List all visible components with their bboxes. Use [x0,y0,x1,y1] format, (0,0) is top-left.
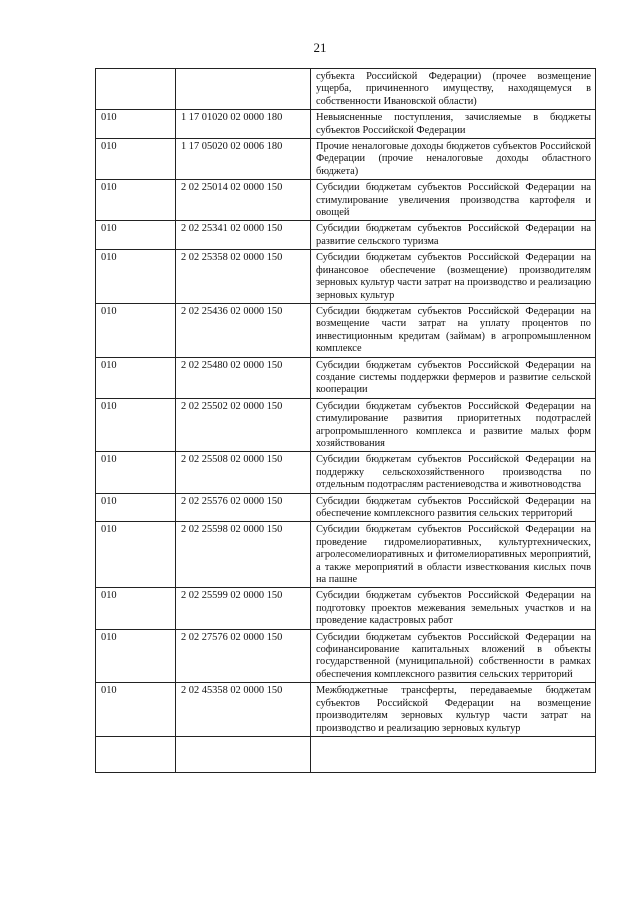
budget-code-cell: 2 02 45358 02 0000 150 [176,683,311,737]
admin-code-cell: 010 [96,398,176,452]
budget-code-cell: 2 02 25502 02 0000 150 [176,398,311,452]
admin-code-cell [96,69,176,110]
description-cell: Субсидии бюджетам субъектов Российской Федерации на стимулирование увеличения производства картофеля и овощей [311,180,596,221]
description-cell: Субсидии бюджетам субъектов Российской Федерации на софинансирование капитальных вложений в объекты государственной (муниципальной) собственности в рамках обеспечения комплексного развития сельских территорий [311,629,596,683]
table-row [96,180,596,221]
table-row [96,629,596,683]
table-row [96,683,596,737]
description-cell: Субсидии бюджетам субъектов Российской Федерации на возмещение части затрат на уплату процентов по инвестиционным кредитам (займам) в агропромышленном комплексе [311,303,596,357]
table-row [96,303,596,357]
budget-revenue-table [95,68,596,773]
admin-code-cell: 010 [96,522,176,588]
admin-code-cell: 010 [96,250,176,304]
admin-code-cell: 010 [96,221,176,250]
table-row [96,357,596,398]
admin-code-cell: 010 [96,683,176,737]
budget-code-cell: 2 02 25014 02 0000 150 [176,180,311,221]
admin-code-cell: 010 [96,588,176,629]
table-row [96,69,596,110]
admin-code-cell: 010 [96,139,176,180]
table-row [96,522,596,588]
description-cell: Прочие неналоговые доходы бюджетов субъектов Российской Федерации (прочие неналоговые доходы областного бюджета) [311,139,596,180]
page-number: 21 [313,40,327,55]
budget-code-cell: 1 17 05020 02 0006 180 [176,139,311,180]
table-row [96,452,596,493]
description-cell: субъекта Российской Федерации) (прочее возмещение ущерба, причиненного имуществу, находящемуся в собственности Ивановской области) [311,69,596,110]
empty-cell [96,736,176,772]
table-row [96,493,596,522]
empty-cell [176,736,311,772]
description-cell: Субсидии бюджетам субъектов Российской Федерации на проведение гидромелиоративных, культуртехнических, агролесомелиоративных и фитомелиоративных мероприятий, а также мероприятий в области известкования кислых почв на пашне [311,522,596,588]
table-row-blank [96,736,596,772]
admin-code-cell: 010 [96,629,176,683]
budget-code-cell [176,69,311,110]
table-row [96,221,596,250]
budget-code-cell: 2 02 25599 02 0000 150 [176,588,311,629]
budget-code-cell: 2 02 25358 02 0000 150 [176,250,311,304]
admin-code-cell: 010 [96,180,176,221]
description-cell: Невыясненные поступления, зачисляемые в бюджеты субъектов Российской Федерации [311,110,596,139]
admin-code-cell: 010 [96,110,176,139]
budget-code-cell: 2 02 25480 02 0000 150 [176,357,311,398]
budget-code-cell: 2 02 25341 02 0000 150 [176,221,311,250]
description-cell: Субсидии бюджетам субъектов Российской Федерации на финансовое обеспечение (возмещение) производителям зерновых культур части затрат на производство и реализацию зерновых культур [311,250,596,304]
description-cell: Субсидии бюджетам субъектов Российской Федерации на обеспечение комплексного развития сельских территорий [311,493,596,522]
budget-code-cell: 2 02 25508 02 0000 150 [176,452,311,493]
admin-code-cell: 010 [96,493,176,522]
empty-cell [311,736,596,772]
description-cell: Субсидии бюджетам субъектов Российской Федерации на создание системы поддержки фермеров и развитие сельской кооперации [311,357,596,398]
table-row [96,398,596,452]
description-cell: Субсидии бюджетам субъектов Российской Федерации на поддержку сельскохозяйственного производства по отдельным подотраслям растениеводства и животноводства [311,452,596,493]
description-cell: Субсидии бюджетам субъектов Российской Федерации на стимулирование развития приоритетных подотраслей агропромышленного комплекса и развитие малых форм хозяйствования [311,398,596,452]
budget-code-cell: 2 02 25598 02 0000 150 [176,522,311,588]
admin-code-cell: 010 [96,303,176,357]
description-cell: Субсидии бюджетам субъектов Российской Федерации на развитие сельского туризма [311,221,596,250]
description-cell: Межбюджетные трансферты, передаваемые бюджетам субъектов Российской Федерации на возмещение производителям зерновых культур части затрат на производство и реализацию зерновых культур [311,683,596,737]
table-row [96,250,596,304]
budget-code-cell: 2 02 27576 02 0000 150 [176,629,311,683]
table-row [96,139,596,180]
table-row [96,110,596,139]
admin-code-cell: 010 [96,452,176,493]
admin-code-cell: 010 [96,357,176,398]
table-row [96,588,596,629]
description-cell: Субсидии бюджетам субъектов Российской Федерации на подготовку проектов межевания земельных участков и на проведение кадастровых работ [311,588,596,629]
budget-code-cell: 1 17 01020 02 0000 180 [176,110,311,139]
budget-code-cell: 2 02 25436 02 0000 150 [176,303,311,357]
budget-code-cell: 2 02 25576 02 0000 150 [176,493,311,522]
